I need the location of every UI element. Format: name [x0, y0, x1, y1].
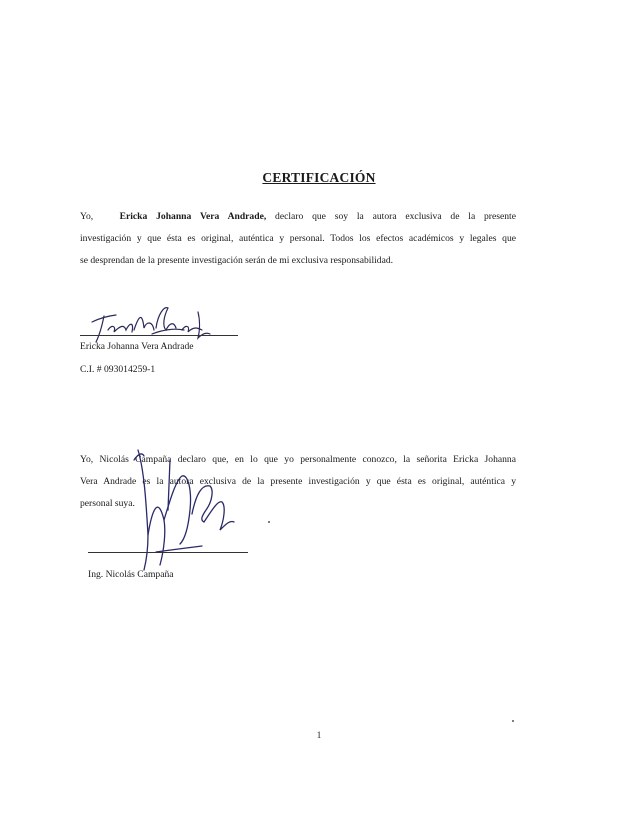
tutor-line-1: Yo, Nicolás Campaña declaro que, en lo que yo personalmente conozco, la señorita Ericka Johanna — [80, 454, 516, 465]
author-signature-line — [80, 335, 238, 336]
tutor-line-2: Vera Andrade es la autora exclusiva de la presente investigación y que ésta es original, auténtica y — [80, 476, 516, 487]
tutor-line-3: personal suya. — [80, 498, 135, 509]
author-id-number: C.I. # 093014259-1 — [80, 364, 156, 375]
author-name-bold: Ericka Johanna Vera Andrade, — [119, 211, 267, 222]
tutor-signer-name: Ing. Nicolás Campaña — [88, 569, 174, 580]
author-signer-name: Ericka Johanna Vera Andrade — [80, 341, 194, 352]
scan-speck — [268, 521, 270, 523]
tutor-signature — [130, 440, 270, 575]
scan-speck — [512, 720, 514, 722]
declaration-rest: declaro que soy la autora exclusiva de la presente — [275, 211, 516, 222]
declaration-line-3: se desprendan de la presente investigación serán de mi exclusiva responsabilidad. — [80, 255, 394, 266]
declaration-line-1 — [80, 206, 516, 228]
page-title: CERTIFICACIÓN — [262, 170, 376, 185]
tutor-signature-line — [88, 552, 248, 553]
declaration-start: Yo, — [80, 211, 94, 222]
declaration-line-2: investigación y que ésta es original, auténtica y personal. Todos los efectos académicos y legales que — [80, 233, 516, 244]
page-number: 1 — [316, 730, 322, 740]
author-declaration — [80, 206, 516, 272]
